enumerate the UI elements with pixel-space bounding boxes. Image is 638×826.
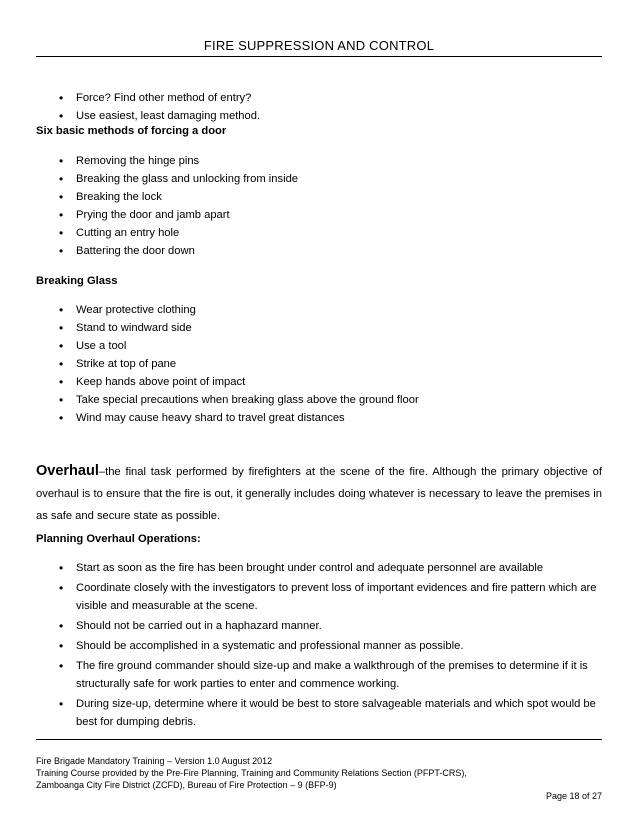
list-item: • Keep hands above point of impact [36, 373, 602, 391]
list-item: • Battering the door down [36, 242, 602, 260]
overhaul-term: Overhaul [36, 463, 99, 479]
glass-methods-list [36, 301, 602, 427]
list-item: • Wind may cause heavy shard to travel great distances [36, 409, 602, 427]
list-item: • Breaking the glass and unlocking from inside [36, 170, 602, 188]
footer-line-1: Fire Brigade Mandatory Training – Version 1.0 August 2012 [36, 756, 273, 766]
page-number: Page 18 of 27 [545, 791, 602, 801]
footer-divider [36, 739, 602, 740]
section-heading-glass: Breaking Glass [36, 275, 118, 287]
list-item: • Use a tool [36, 337, 602, 355]
list-item: • During size-up, determine where it would be best to store salvageable materials and which spot would be best for dumping debris. [36, 695, 602, 731]
section-heading-door: Six basic methods of forcing a door [36, 125, 227, 137]
list-item: • Wear protective clothing [36, 301, 602, 319]
overhaul-definition: –the final task performed by firefighters at the scene of the fire. Although the primary objective of overhaul is to ensure that the fire is out, it generally includes doing whatever is necessary to leave the premises in as safe and secure state as possible. [36, 466, 602, 522]
list-item: • Strike at top of pane [36, 355, 602, 373]
intro-bullet-list [36, 89, 602, 125]
footer-line-3: Zamboanga City Fire District (ZCFD), Bureau of Fire Protection – 9 (BFP-9) [36, 780, 337, 790]
list-item: • Removing the hinge pins [36, 152, 602, 170]
list-item: • Prying the door and jamb apart [36, 206, 602, 224]
footer-line-2: Training Course provided by the Pre-Fire Planning, Training and Community Relations Section (PFPT-CRS), [36, 768, 467, 778]
list-item: • Breaking the lock [36, 188, 602, 206]
header-divider [36, 56, 602, 57]
list-item: • Take special precautions when breaking glass above the ground floor [36, 391, 602, 409]
planning-list [36, 559, 602, 733]
list-item: • Should be accomplished in a systematic and professional manner as possible. [36, 637, 602, 655]
list-item: • The fire ground commander should size-up and make a walkthrough of the premises to determine if it is structurally safe for work parties to enter and commence working. [36, 657, 602, 693]
list-item: • Force? Find other method of entry? [36, 89, 602, 107]
overhaul-paragraph [36, 460, 602, 527]
list-item: • Coordinate closely with the investigators to prevent loss of important evidences and fire pattern which are visible and measurable at the scene. [36, 579, 602, 615]
list-item: • Cutting an entry hole [36, 224, 602, 242]
list-item: • Stand to windward side [36, 319, 602, 337]
list-item: • Start as soon as the fire has been brought under control and adequate personnel are available [36, 559, 602, 577]
list-item: • Should not be carried out in a haphazard manner. [36, 617, 602, 635]
page-header-title: FIRE SUPPRESSION AND CONTROL [203, 38, 435, 53]
section-heading-planning: Planning Overhaul Operations: [36, 533, 201, 545]
list-item: • Use easiest, least damaging method. [36, 107, 602, 125]
door-methods-list [36, 152, 602, 260]
